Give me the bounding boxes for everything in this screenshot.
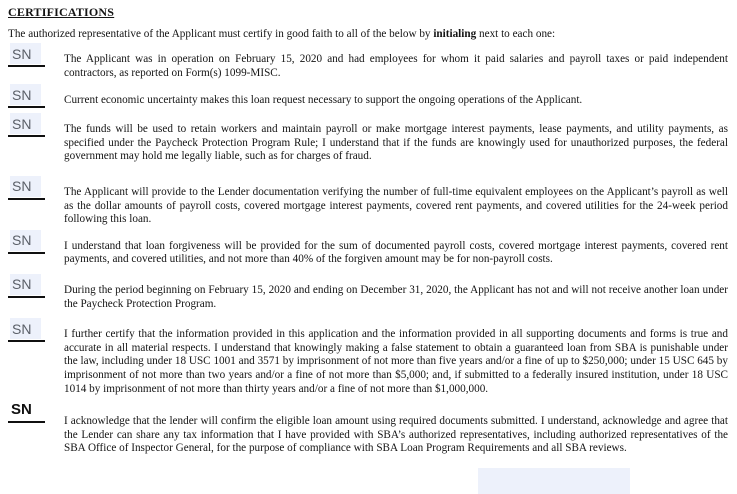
initials-field-7[interactable]: SN [10,318,41,339]
initials-column [8,43,64,67]
initials-field-1[interactable]: SN [10,43,41,64]
initials-underline [8,318,45,342]
certification-text-7: I further certify that the information provided in this application and the information provided in all supporting documents and forms is true and accurate in all material respects. I understand that knowingly making a false statement to obtain a guaranteed loan from SBA is punishable under the law, including under 18 USC 1001 and 3571 by imprisonment of not more than five years and/or a fine of up to $250,000; under 15 USC 645 by imprisonment of not more than two years and/or a fine of not more than $5,000; and, if submitted to a federally insured institution, under 18 USC 1014 by imprisonment of not more than thirty years and/or a fine of not more than $1,000,000. [64,328,728,395]
initials-underline [8,274,45,298]
intro-text-bold: initialing [433,28,477,40]
certification-row-4 [8,176,728,227]
intro-text-before: The authorized representative of the Applicant must certify in good faith to all of the below by [8,28,434,40]
initials-underline [8,43,45,67]
initials-underline [8,176,45,200]
initials-column [8,230,64,254]
certification-text-5: I understand that loan forgiveness will be provided for the sum of documented payroll costs, covered mortgage interest payments, covered rent payments, and covered utilities, and not more than 40% of the forgiven amount may be for non-payroll costs. [64,239,728,266]
initials-column [8,84,64,108]
certification-row-5 [8,230,728,267]
intro-text [8,28,728,41]
initials-field-3[interactable]: SN [10,113,41,134]
certification-text-1: The Applicant was in operation on February 15, 2020 and had employees for whom it paid salaries and payroll taxes or paid independent contractors, as reported on Form(s) 1099-MISC. [64,53,728,79]
initials-column [8,113,64,137]
certification-row-1 [8,43,728,80]
initials-field-4[interactable]: SN [10,176,41,197]
initials-column [8,176,64,200]
certification-text-6: During the period beginning on February 15, 2020 and ending on December 31, 2020, the Applicant has not and will not receive another loan under the Paycheck Protection Program. [64,283,728,310]
initials-underline [8,399,45,423]
initials-underline [8,230,45,254]
initials-column [8,399,64,423]
certification-text-2: Current economic uncertainty makes this loan request necessary to support the ongoing operations of the Applicant. [64,94,583,107]
certification-row-6 [8,274,728,311]
certification-row-8 [8,399,728,456]
empty-form-field[interactable] [478,468,630,494]
certification-row-7 [8,318,728,396]
initials-field-2[interactable]: SN [10,84,41,105]
section-heading: CERTIFICATIONS [8,5,115,19]
certification-row-3 [8,113,728,164]
certification-list [8,43,728,456]
certification-text-8: I acknowledge that the lender will confirm the eligible loan amount using required documents submitted. I understand, acknowledge and agree that the Lender can share any tax information that I have provided with SBA’s authorized representatives, including authorized representatives of the SBA Office of Inspector General, for the purpose of compliance with SBA Loan Program Requirements and all SBA reviews. [64,415,728,455]
initials-field-6[interactable]: SN [10,274,41,295]
certification-text-3: The funds will be used to retain workers and maintain payroll or make mortgage interest payments, lease payments, and utility payments, as specified under the Paycheck Protection Program Rule; I understand that if the funds are knowingly used for unauthorized purposes, the federal government may hold me legally liable, such as for charges of fraud. [64,123,728,163]
initials-field-5[interactable]: SN [10,230,41,251]
certification-row-2 [8,84,728,108]
initials-field-8[interactable]: SN [11,401,32,419]
initials-column [8,318,64,342]
initials-underline [8,113,45,137]
initials-underline [8,84,45,108]
initials-column [8,274,64,298]
intro-text-after: next to each one: [476,28,556,40]
certification-text-4: The Applicant will provide to the Lender documentation verifying the number of full-time equivalent employees on the Applicant’s payroll as well as the dollar amounts of payroll costs, covered mortgage interest payments, covered rent payments, and covered utilities for the 24-week period following this loan. [64,185,728,226]
